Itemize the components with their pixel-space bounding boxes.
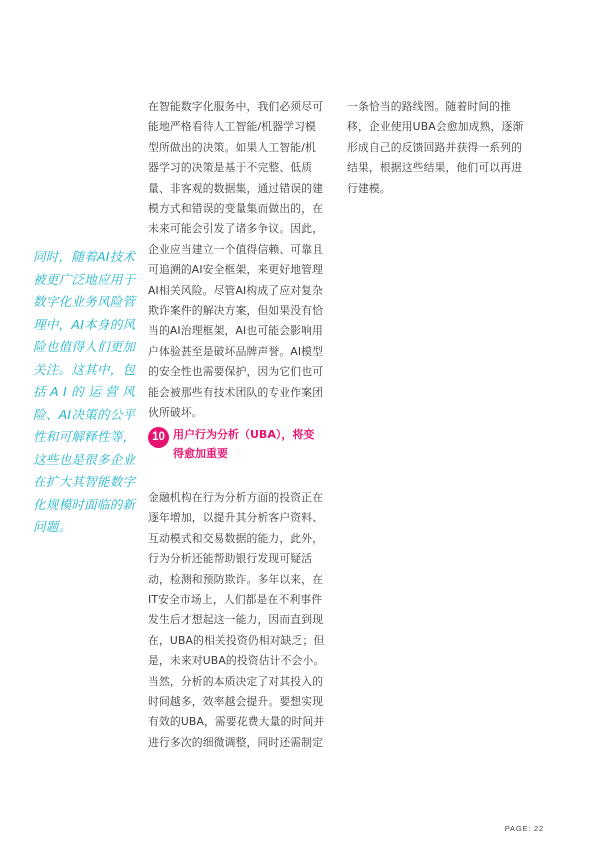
section-heading	[148, 426, 343, 463]
pull-quote-line: 理中，AI本身的风	[33, 316, 136, 332]
section-title-line: 得愈加重要	[173, 446, 228, 460]
body-line: 进行多次的细微调整，同时还需制定	[148, 735, 324, 749]
body-line: 金融机构在行为分析方面的投资正在	[148, 491, 324, 504]
body-paragraph-uba-continued	[347, 97, 542, 199]
pull-quote-line: 同时，随着AI技术	[33, 249, 136, 264]
body-line: 逐年增加，以提升其分析客户资料、	[148, 511, 324, 525]
pull-quote-line: 性和可解释性等，	[33, 429, 136, 444]
pull-quote-line: 险也值得人们更加	[33, 339, 136, 354]
pull-quote-line: 在扩大其智能数字	[33, 474, 136, 489]
section-title	[173, 426, 314, 463]
body-line: 器学习的决策是基于不完整、低质	[148, 161, 313, 175]
body-line: 行为分析还能帮助银行发现可疑活	[148, 552, 313, 566]
body-line: 有效的UBA，需要花费大量的时间并	[148, 715, 325, 729]
body-line: 型所做出的决策。如果人工智能/机	[148, 140, 316, 154]
body-line: 是，未来对UBA的投资估计不会小。	[148, 654, 325, 668]
pull-quote-line: 括 A I 的 运 营 风	[33, 384, 135, 399]
body-line: 欺诈案件的解决方案，但如果没有恰	[148, 304, 324, 318]
body-line: 当然，分析的本质决定了对其投入的	[148, 674, 324, 688]
body-paragraph-ai-governance	[148, 97, 338, 424]
body-line: 可追溯的AI安全框架，来更好地管理	[148, 263, 324, 277]
page-number: PAGE: 22	[504, 824, 544, 833]
pull-quote-line: 问题。	[33, 519, 72, 534]
pull-quote-line: 数字化业务风险管	[33, 294, 136, 309]
body-line: 伙所破坏。	[148, 406, 203, 420]
body-line: 互动模式和交易数据的能力，此外，	[148, 531, 324, 545]
section-title-line: 用户行为分析（UBA），将变	[173, 428, 315, 441]
body-paragraph-uba	[148, 488, 338, 753]
body-line: 量、非客观的数据集，通过错误的建	[148, 181, 324, 195]
body-line: 未来可能会引发了诸多争议。因此，	[148, 222, 324, 236]
body-line: 移，企业使用UBA会愈加成熟，逐渐	[347, 120, 524, 134]
pull-quote-line: 化规模时面临的新	[33, 496, 136, 512]
body-line: 模方式和错误的变量集而做出的，在	[148, 202, 324, 216]
body-line: 的安全性也需要保护，因为它们也可	[148, 365, 324, 379]
body-line: 形成自己的反馈回路并获得一系列的	[347, 140, 523, 154]
body-line: 企业应当建立一个值得信赖、可靠且	[148, 242, 324, 256]
body-line: IT安全市场上，人们都是在不利事件	[148, 593, 323, 607]
body-line: 行建模。	[347, 181, 391, 195]
body-line: 能地严格看待人工智能/机器学习模	[148, 120, 316, 134]
body-line: AI相关风险。尽管AI构成了应对复杂	[148, 283, 323, 297]
body-line: 在智能数字化服务中，我们必须尽可	[148, 100, 324, 113]
section-number-badge: 10	[148, 427, 169, 448]
body-line: 一条恰当的路线图。随着时间的推	[347, 100, 512, 113]
body-line: 时间越多，效率越会提升。要想实现	[148, 695, 324, 709]
body-line: 发生后才想起这一能力，因而直到现	[148, 613, 324, 627]
pull-quote-line: 被更广泛地应用于	[33, 271, 136, 287]
pull-quote-line: 险、AI决策的公平	[33, 406, 136, 422]
body-line: 在，UBA的相关投资仍相对缺乏；但	[148, 633, 325, 647]
body-line: 结果，根据这些结果，他们可以再进	[347, 161, 523, 175]
body-line: 户体验甚至是破坏品牌声誉。AI模型	[148, 344, 324, 358]
pull-quote-line: 关注。这其中，包	[33, 361, 136, 377]
pull-quote-line: 这些也是很多企业	[33, 451, 136, 467]
body-line: 当的AI治理框架，AI也可能会影响用	[148, 324, 323, 338]
pull-quote	[33, 246, 139, 539]
body-line: 能会被那些有技术团队的专业作案团	[148, 385, 324, 399]
body-line: 动，检测和预防欺诈。多年以来，在	[148, 572, 324, 586]
